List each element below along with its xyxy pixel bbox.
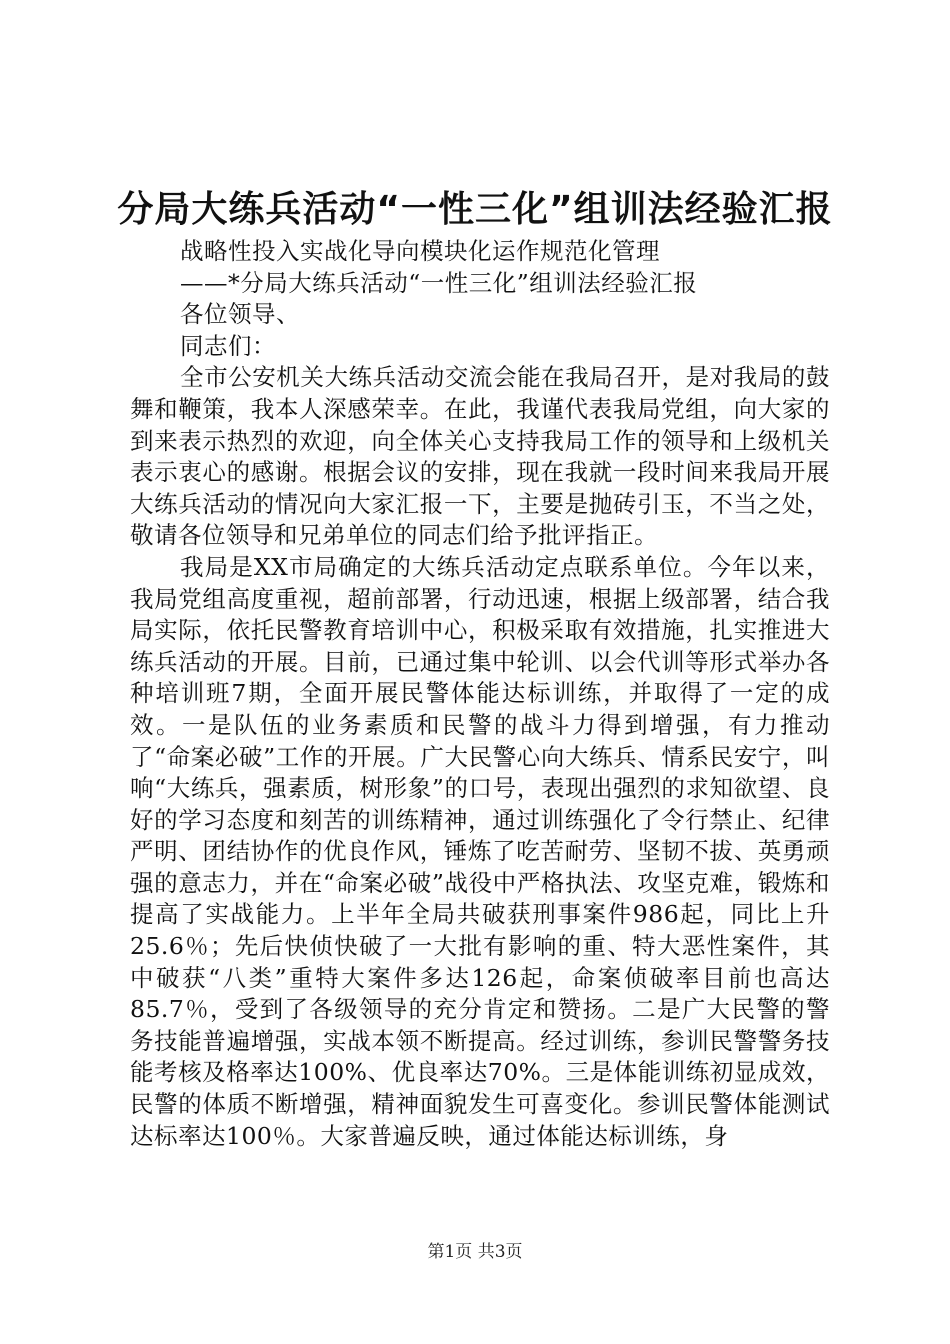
- page-footer: 第1页 共3页: [427, 1242, 523, 1262]
- document-body: [130, 236, 830, 1152]
- salutation-line: 各位领导、: [180, 300, 300, 329]
- document-title: 分局大练兵活动“一性三化”组训法经验汇报: [117, 189, 833, 230]
- salutation-line-2: 同志们：: [180, 331, 276, 360]
- body-paragraph-1: 全市公安机关大练兵活动交流会能在我局召开，是对我局的鼓舞和鞭策，我本人深感荣幸。在此，我谨代表我局党组，向大家的到来表示热烈的欢迎，向全体关心支持我局工作的领导和上级机关表示衷心的感谢。根据会议的安排，现在我就一段时间来我局开展大练兵活动的情况向大家汇报一下，主要是抛砖引玉，不当之处，敬请各位领导和兄弟单位的同志们给予批评指正。: [130, 363, 830, 550]
- subtitle-line: 战略性投入实战化导向模块化运作规范化管理: [180, 237, 660, 265]
- body-paragraph-2: 我局是XX市局确定的大练兵活动定点联系单位。今年以来，我局党组高度重视，超前部署，行动迅速，根据上级部署，结合我局实际，依托民警教育培训中心，积极采取有效措施，扎实推进大练兵活动的开展。目前，已通过集中轮训、以会代训等形式举办各种培训班7期，全面开展民警体能达标训练，并取得了一定的成效。一是队伍的业务素质和民警的战斗力得到增强，有力推动了“命案必破”工作的开展。广大民警心向大练兵、情系民安宁，叫响“大练兵，强素质，树形象”的口号，表现出强烈的求知欲望、良好的学习态度和刻苦的训练精神，通过训练强化了令行禁止、纪律严明、团结协作的优良作风，锤炼了吃苦耐劳、坚韧不拔、英勇顽强的意志力，并在“命案必破”战役中严格执法、攻坚克难，锻炼和提高了实战能力。上半年全局共破获刑事案件986起，同比上升25.6％；先后快侦快破了一大批有影响的重、特大恶性案件，其中破获“八类”重特大案件多达126起，命案侦破率目前也高达85.7％，受到了各级领导的充分肯定和赞扬。二是广大民警的警务技能普遍增强，实战本领不断提高。经过训练，参训民警警务技能考核及格率达100%、优良率达70%。三是体能训练初显成效，民警的体质不断增强，精神面貌发生可喜变化。参训民警体能测试达标率达100％。大家普遍反映，通过体能达标训练，身: [130, 552, 830, 1150]
- subtitle-source-line: ——*分局大练兵活动“一性三化”组训法经验汇报: [180, 268, 698, 297]
